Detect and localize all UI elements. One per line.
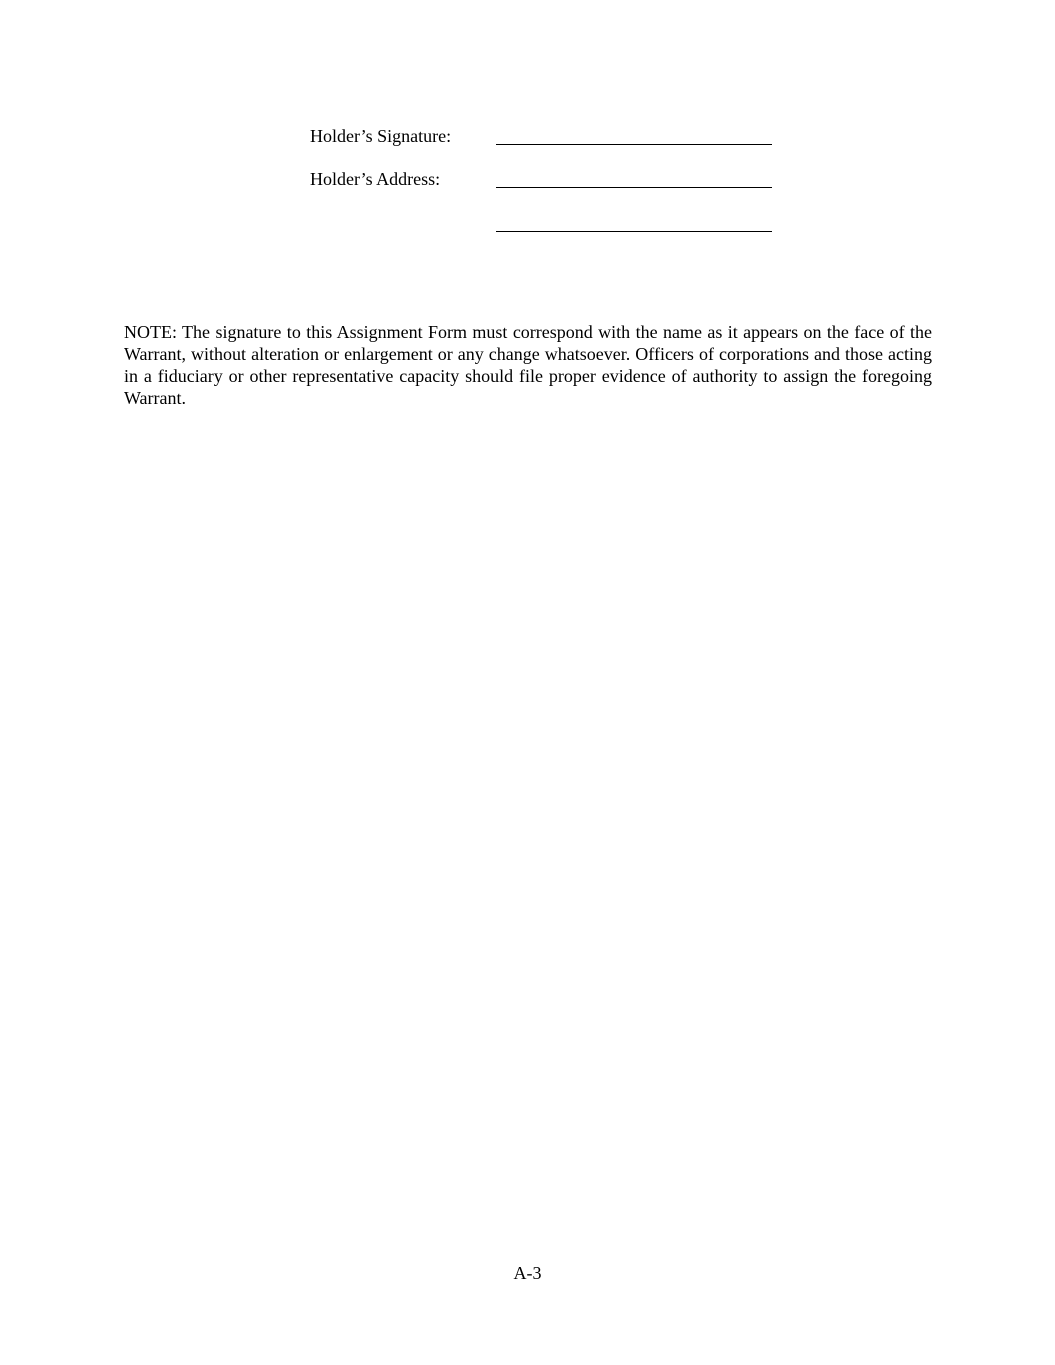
holder-address-line-2	[496, 231, 772, 232]
holder-address-label: Holder’s Address:	[310, 169, 441, 189]
page-number: A-3	[513, 1263, 542, 1283]
holder-signature-row	[0, 124, 1055, 152]
assignment-note: NOTE: The signature to this Assignment Form must correspond with the name as it appears on the face of the Warrant, without alteration or enlargement or any change whatsoever. Officers of corporations and those acting in a fiduciary or other representative capacity should file proper evidence of authority to assign the foregoing Warrant.	[124, 322, 932, 408]
holder-signature-line	[496, 144, 772, 145]
holder-address-line-1	[496, 187, 772, 188]
holder-address-row-2	[0, 211, 1055, 239]
holder-signature-label: Holder’s Signature:	[310, 126, 452, 146]
holder-address-row	[0, 167, 1055, 195]
